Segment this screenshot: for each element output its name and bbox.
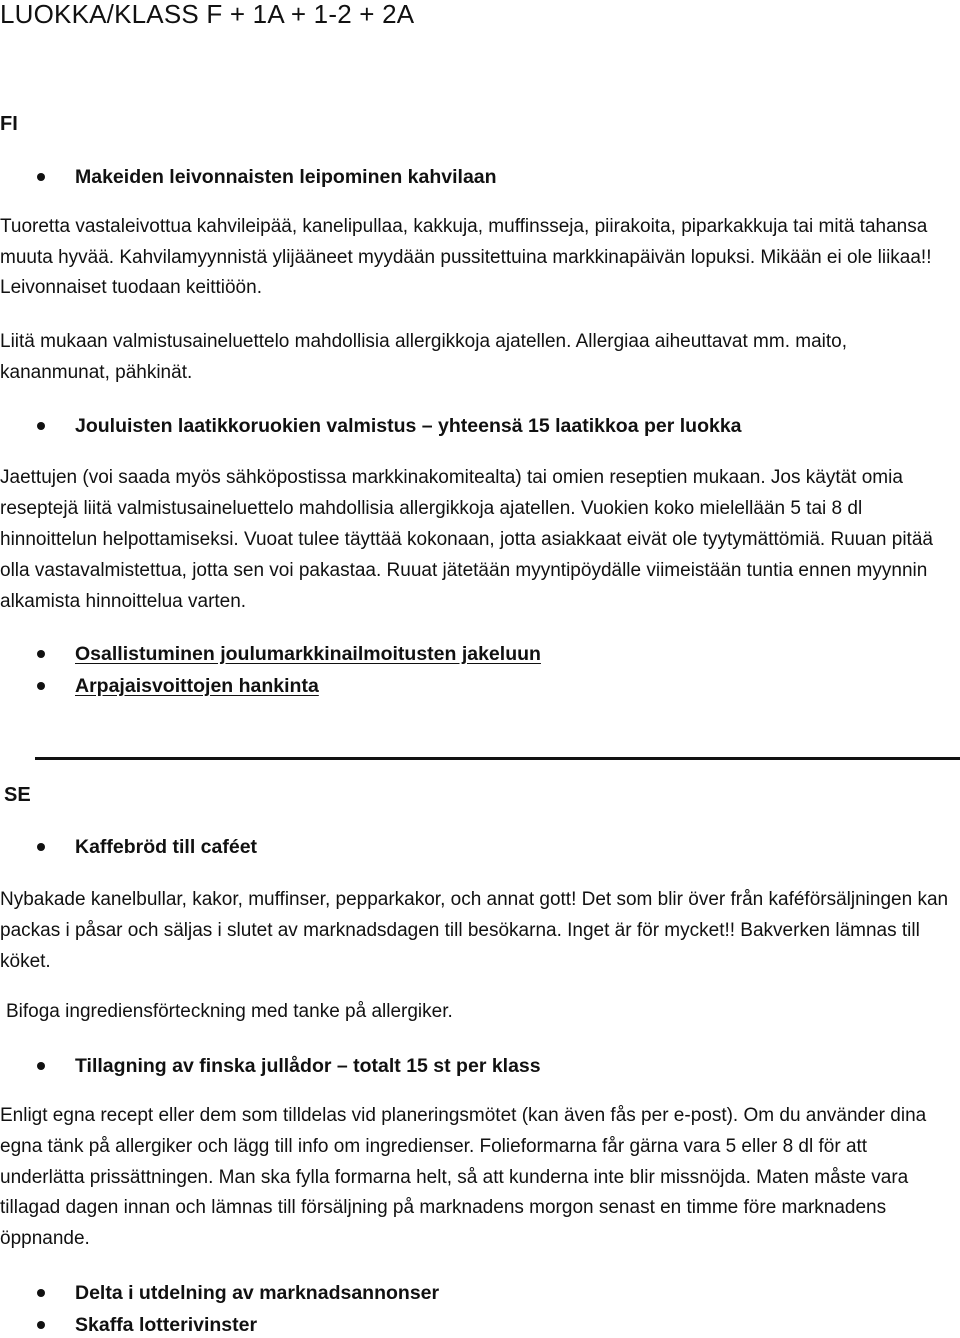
section-divider <box>35 757 960 760</box>
text-line: underlätta prissättningen. Man ska fylla formarna helt, så att kunderna inte blir missnöjda. Maten måste vara <box>0 1166 909 1188</box>
fi-paragraph-2 <box>0 326 958 388</box>
text-line: Bifoga ingrediensförteckning med tanke på allergiker. <box>6 1001 453 1022</box>
bullet-dot-icon <box>37 1062 45 1070</box>
fi-bullet-text-1: Makeiden leivonnaisten leipominen kahvilaan <box>75 166 497 188</box>
fi-bullet-text-2: Jouluisten laatikkoruokien valmistus – yhteensä 15 laatikkoa per luokka <box>75 415 742 437</box>
se-bullet-text-4: Skaffa lotterivinster <box>75 1314 258 1336</box>
text-line: Liitä mukaan valmistusaineluettelo mahdollisia allergikkoja ajatellen. Allergiaa aiheuttavat mm. maito, <box>0 331 847 352</box>
bullet-dot-icon <box>37 173 45 181</box>
fi-bullet-text-4: Arpajaisvoittojen hankinta <box>75 675 319 697</box>
text-line: Jaettujen (voi saada myös sähköpostissa markkinakomitealta) tai omien reseptien mukaan. Jos käytät omia <box>0 467 903 488</box>
bullet-dot-icon <box>37 650 45 658</box>
bullet-dot-icon <box>37 1289 45 1297</box>
se-bullet-text-3: Delta i utdelning av marknadsannonser <box>75 1282 440 1304</box>
text-line: Tuoretta vastaleivottua kahvileipää, kanelipullaa, kakkuja, muffinsseja, piirakoita, piparkakkuja tai mitä tahansa <box>0 216 928 237</box>
se-paragraph-3 <box>0 1101 958 1255</box>
text-line: Enligt egna recept eller dem som tilldelas vid planeringsmötet (kan även fås per e-post). Om du använder dina <box>0 1105 927 1126</box>
bullet-dot-icon <box>37 682 45 690</box>
bullet-dot-icon <box>37 843 45 851</box>
text-line: Nybakade kanelbullar, kakor, muffinser, pepparkakor, och annat gott! Det som blir över från kaféförsäljningen kan <box>0 889 949 910</box>
section-label-fi: FI <box>0 113 18 135</box>
fi-paragraph-3 <box>0 462 958 617</box>
text-line: kananmunat, pähkinät. <box>0 362 193 383</box>
text-line: olla vastavalmistettua, jotta sen voi pakastaa. Ruuat jätetään myyntipöydälle viimeistään tuntia ennen myynnin <box>0 560 928 581</box>
fi-bullet-text-3: Osallistuminen joulumarkkinailmoitusten jakeluun <box>75 643 541 665</box>
text-line: reseptejä liitä valmistusaineluettelo mahdollisia allergikkoja ajatellen. Vuokien koko mielellään 5 tai 8 dl <box>0 498 863 519</box>
se-bullet-text-2: Tillagning av finska jullådor – totalt 15 st per klass <box>75 1055 541 1077</box>
se-bullet-text-1: Kaffebröd till caféet <box>75 836 258 858</box>
bullet-dot-icon <box>37 1321 45 1329</box>
bullet-dot-icon <box>37 422 45 430</box>
text-line: tillagad dagen innan och lämnas till försäljning på marknadens morgon senast en timme före marknadens <box>0 1197 887 1219</box>
se-paragraph-2 <box>6 997 960 1027</box>
page-title: LUOKKA/KLASS F + 1A + 1-2 + 2A <box>0 0 415 29</box>
section-label-se: SE <box>4 784 31 806</box>
text-line: egna tänk på allergiker och lägg till info om ingredienser. Folieformarna får gärna vara 5 eller 8 dl för att <box>0 1135 868 1157</box>
fi-paragraph-1 <box>0 212 958 304</box>
text-line: muuta hyvää. Kahvilamyynnistä ylijääneet myydään pussitettuina markkinapäivän lopuksi. Mikään ei ole liikaa!! <box>0 246 932 268</box>
text-line: Leivonnaiset tuodaan keittiöön. <box>0 277 262 298</box>
se-paragraph-1 <box>0 884 958 977</box>
text-line: hinnoittelun helpottamiseksi. Vuoat tulee täyttää kokonaan, jotta asiakkaat eivät ole tyytymättömiä. Ruuan pitää <box>0 529 933 550</box>
text-line: öppnande. <box>0 1228 90 1250</box>
text-line: alkamista hinnoittelua varten. <box>0 591 247 612</box>
text-line: packas i påsar och säljas i slutet av marknadsdagen till besökarna. Inget är för mycket!! Bakverken lämnas till <box>0 920 920 941</box>
text-line: köket. <box>0 951 51 972</box>
